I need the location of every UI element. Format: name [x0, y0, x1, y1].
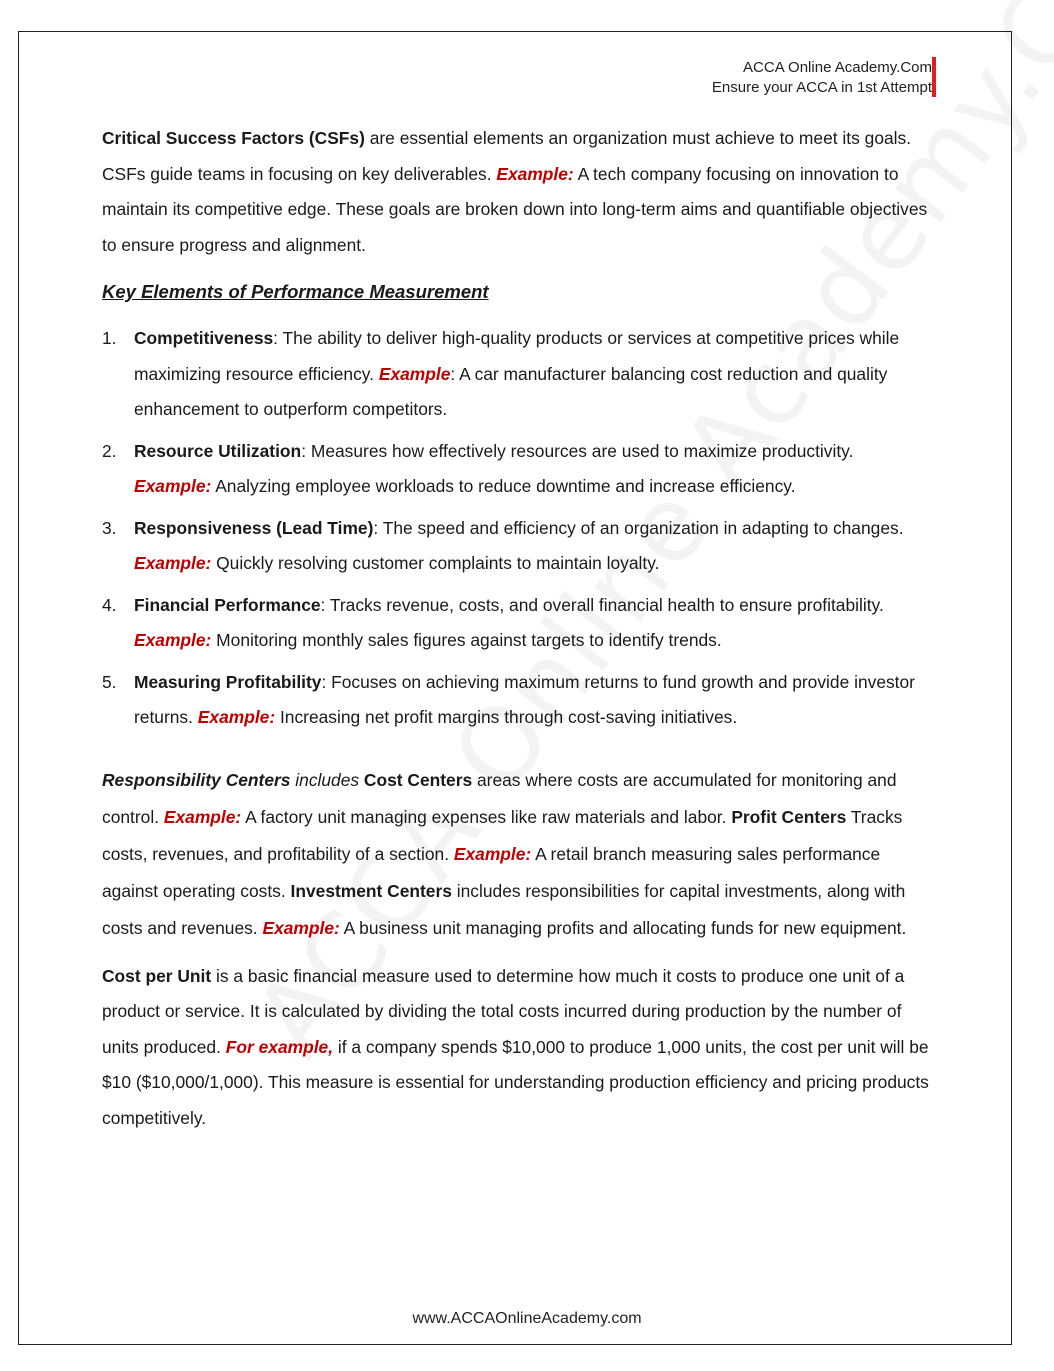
example-label: For example,	[225, 1036, 334, 1057]
performance-elements-list	[102, 321, 932, 736]
document-body	[102, 121, 932, 1136]
investment-centers-text: includes responsibilities for capital investments, along with costs and revenues.	[102, 880, 906, 938]
list-term: Resource Utilization	[134, 440, 302, 461]
header-site-name: ACCA Online Academy.Com	[743, 59, 932, 76]
csf-text: are essential elements an organization must achieve to meet its goals. CSFs guide teams in focusing on key deliverables.	[102, 128, 912, 184]
cost-per-unit-text: is a basic financial measure used to determine how much it costs to produce one unit of a product or service. It is calculated by dividing the total costs incurred during production by the number of units produced.	[102, 965, 905, 1057]
list-text: : The speed and efficiency of an organization in adapting to changes.	[373, 517, 904, 538]
list-text: : Focuses on achieving maximum returns to fund growth and provide investor returns.	[134, 671, 915, 727]
example-label: Example:	[262, 917, 340, 938]
csf-example-text: A tech company focusing on innovation to maintain its competitive edge. These goals are broken down into long-term aims and quantifiable objectives to ensure progress and alignment.	[102, 163, 928, 255]
section-heading: Key Elements of Performance Measurement	[102, 281, 489, 302]
example-label: Example:	[496, 163, 574, 184]
cost-centers-example: A factory unit managing expenses like raw materials and labor.	[241, 806, 732, 827]
list-item	[102, 588, 932, 659]
csf-term: Critical Success Factors (CSFs)	[102, 128, 365, 148]
list-text: : The ability to deliver high-quality products or services at competitive prices while maximizing resource efficiency.	[134, 328, 900, 384]
example-label: Example:	[163, 806, 242, 827]
list-number: 1.	[102, 328, 117, 348]
list-number: 5.	[102, 671, 117, 692]
profit-centers-example: A retail branch measuring sales performance against operating costs.	[102, 843, 881, 901]
page-header	[712, 58, 932, 98]
example-label: Example:	[453, 843, 532, 864]
list-item	[102, 321, 932, 428]
csf-paragraph	[102, 121, 932, 263]
example-label: Example:	[197, 707, 276, 727]
list-term: Competitiveness	[134, 328, 274, 348]
footer-url: www.ACCAOnlineAcademy.com	[412, 1310, 642, 1327]
list-example-text: Quickly resolving customer complaints to maintain loyalty.	[211, 553, 660, 573]
list-number: 4.	[102, 594, 117, 615]
list-item	[102, 434, 932, 505]
cost-centers-text: areas where costs are accumulated for monitoring and control.	[102, 769, 897, 827]
cost-centers-term: Cost Centers	[363, 769, 473, 790]
list-term: Measuring Profitability	[134, 671, 322, 692]
investment-centers-term: Investment Centers	[290, 880, 452, 901]
list-term: Responsiveness (Lead Time)	[134, 517, 374, 538]
list-item	[102, 665, 932, 736]
list-number: 3.	[102, 517, 117, 538]
example-label: Example:	[134, 630, 212, 650]
list-example-text: Increasing net profit margins through cost-saving initiatives.	[275, 707, 738, 727]
responsibility-centers-paragraph	[102, 762, 932, 947]
profit-centers-text: Tracks costs, revenues, and profitability of a section.	[102, 806, 903, 864]
header-accent-bar	[932, 57, 936, 97]
list-text: : Measures how effectively resources are used to maximize productivity.	[301, 440, 854, 461]
list-text: : Tracks revenue, costs, and overall financial health to ensure profitability.	[320, 594, 884, 615]
example-label: Example:	[134, 476, 212, 496]
list-example-text: Analyzing employee workloads to reduce downtime and increase efficiency.	[211, 476, 796, 496]
cost-per-unit-example: if a company spends $10,000 to produce 1,000 units, the cost per unit will be $10 ($10,000/1,000). This measure is essential for understanding production efficiency and pricing products competitively.	[102, 1036, 929, 1128]
list-item	[102, 511, 932, 582]
includes-text: includes	[290, 769, 364, 790]
responsibility-centers-term: Responsibility Centers	[102, 769, 291, 790]
example-label: Example	[378, 363, 451, 384]
list-example-text: Monitoring monthly sales figures against targets to identify trends.	[211, 630, 722, 650]
profit-centers-term: Profit Centers	[731, 806, 847, 827]
list-number: 2.	[102, 440, 117, 461]
list-example-text: : A car manufacturer balancing cost reduction and quality enhancement to outperform competitors.	[134, 363, 888, 419]
header-tagline: Ensure your ACCA in 1st Attempt	[711, 79, 932, 96]
example-label: Example:	[134, 553, 212, 573]
list-term: Financial Performance	[134, 594, 321, 615]
investment-centers-example: A business unit managing profits and allocating funds for new equipment.	[339, 917, 907, 938]
cost-per-unit-paragraph	[102, 959, 932, 1137]
cost-per-unit-term: Cost per Unit	[102, 965, 212, 986]
